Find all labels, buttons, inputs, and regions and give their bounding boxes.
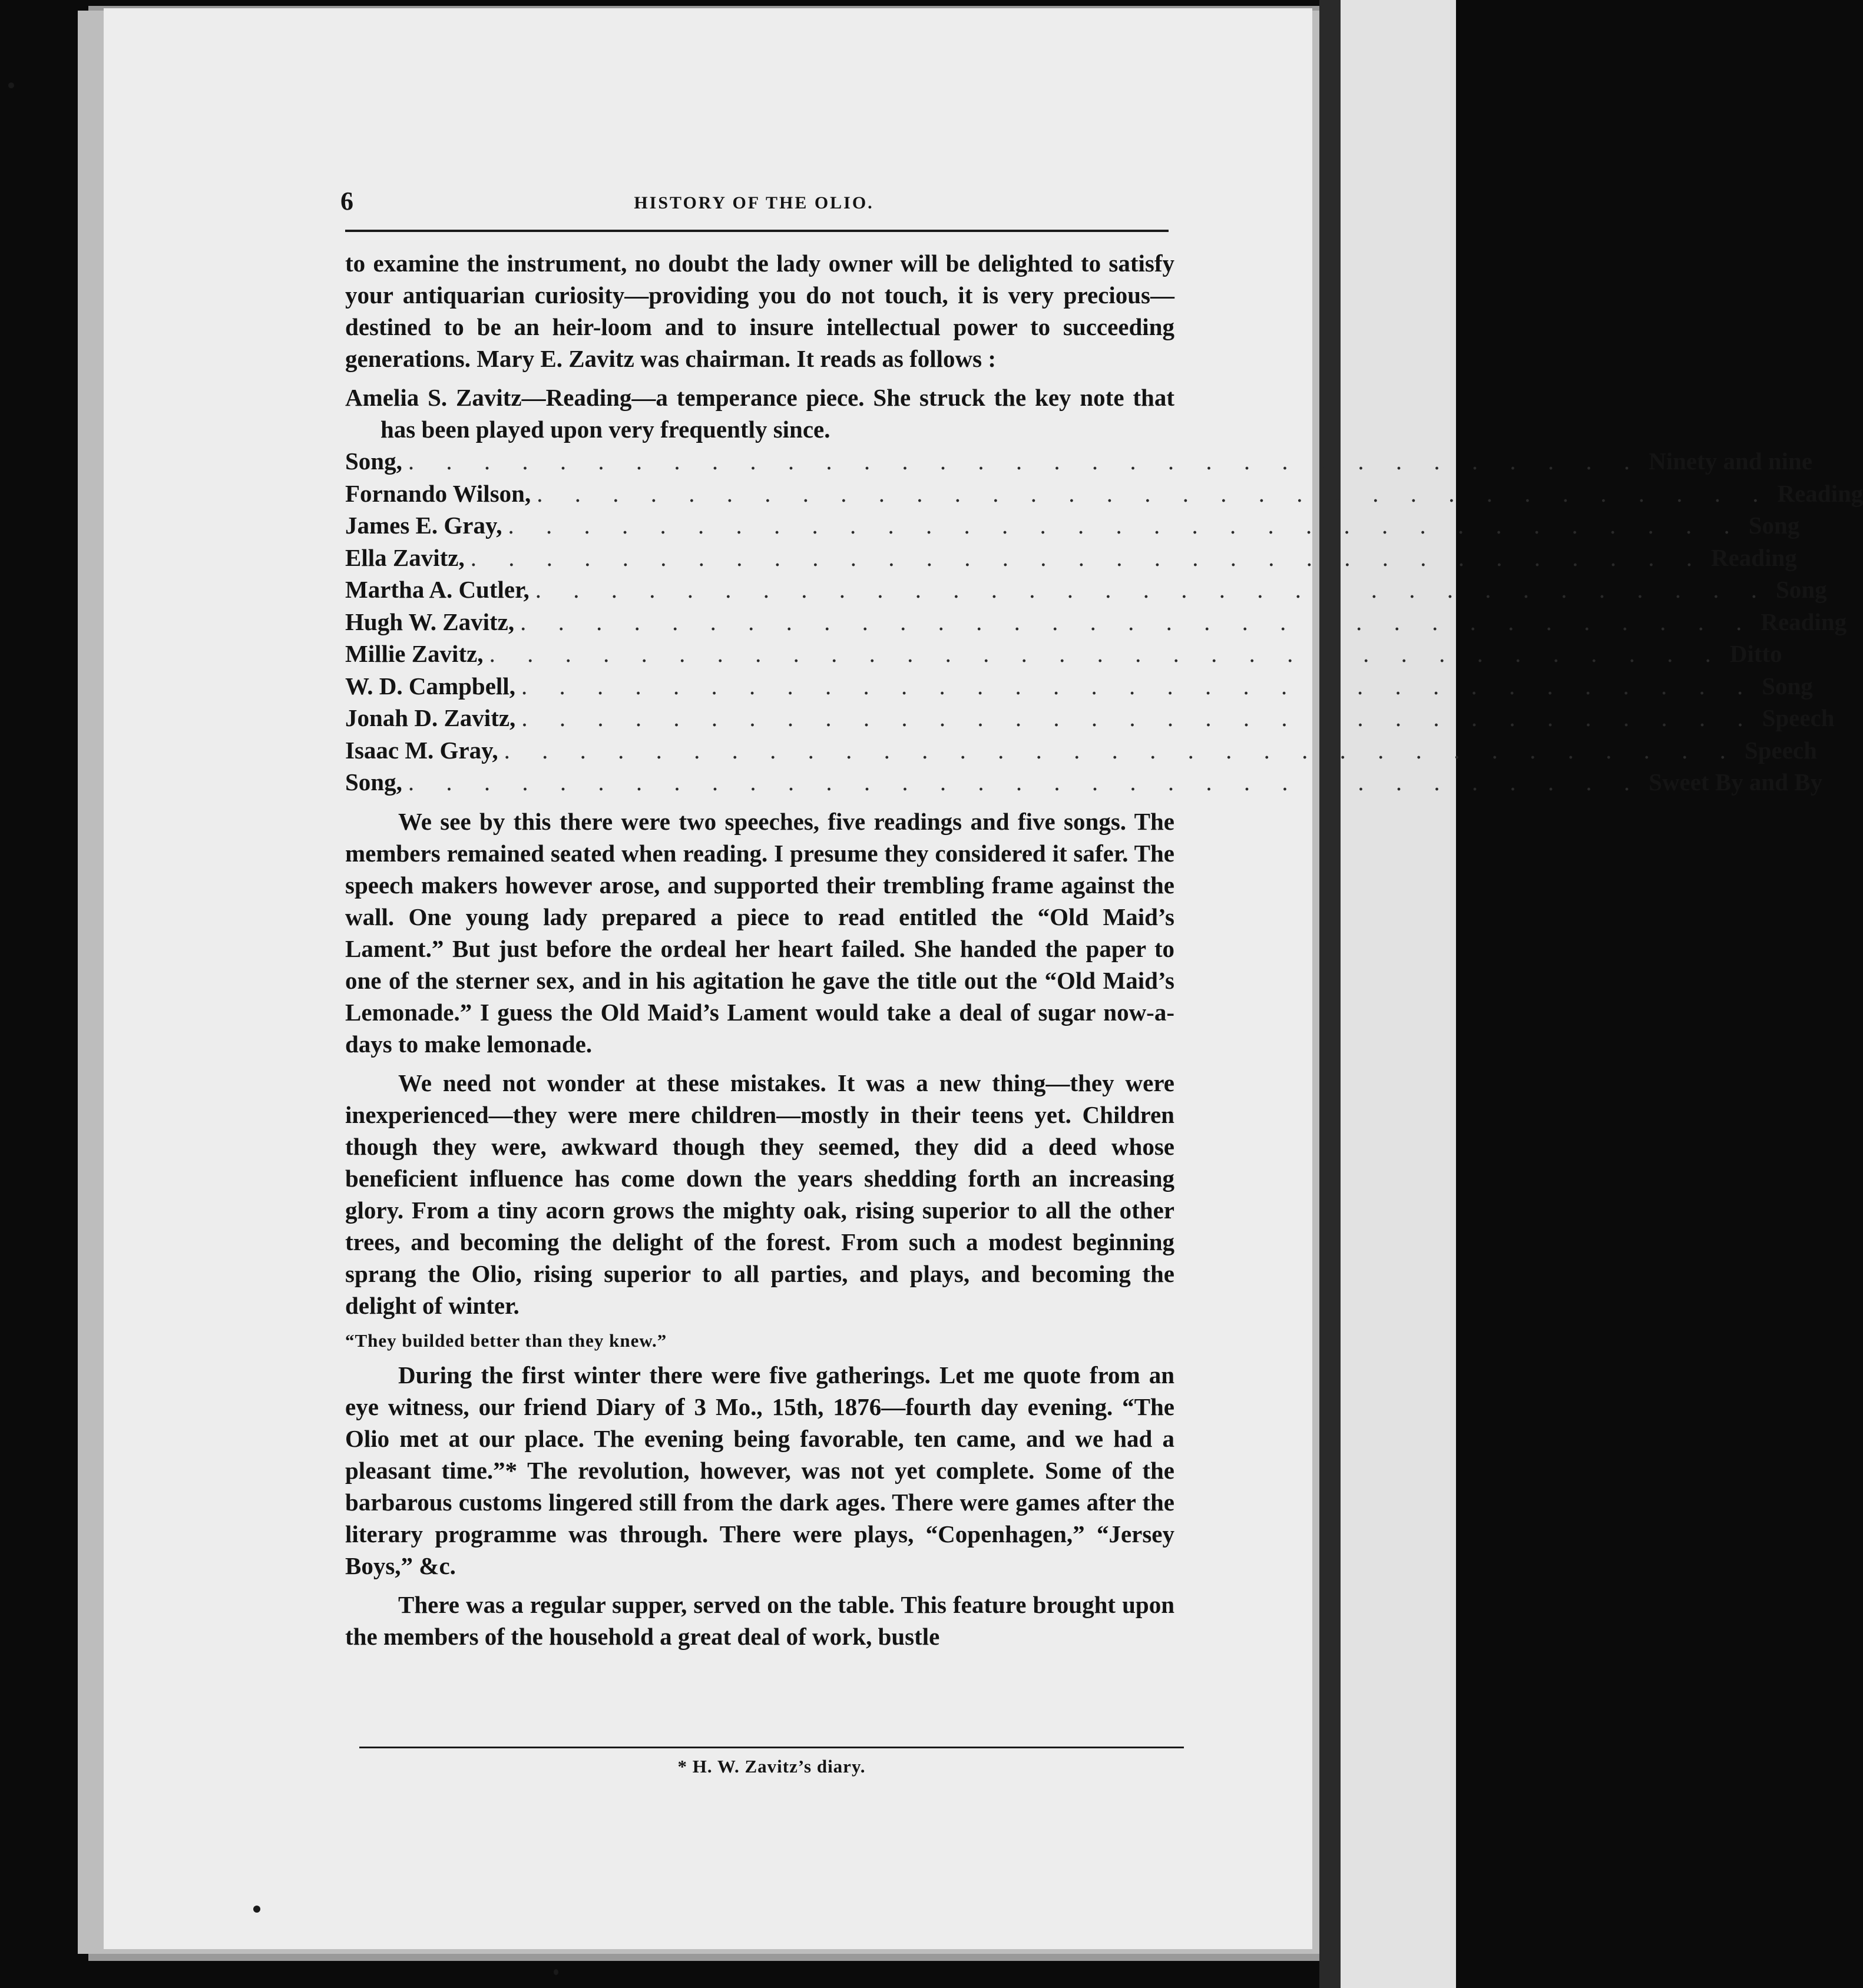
running-head: HISTORY OF THE OLIO. [634, 193, 874, 213]
body-paragraph: We see by this there were two speeches, five readings and five songs. The members remained seated when reading. I presume they considered it safer. The speech makers however arose, and supported their trembling frame against the wall. One young lady prepared a piece to read entitled the “Old Maid’s Lament.” But just before the ordeal her heart failed. She handed the paper to one of the sterner sex, and in his agitation he gave the title out the “Old Maid’s Lemonade.” I guess the Old Maid’s Lament would take a deal of sugar now-a-days to make lemonade. [345, 807, 1174, 1058]
programme-leader-dots: . . . . . . . . . . . . . . . . . . . . . . . . . . . . . . . . . [489, 640, 1724, 667]
programme-item: Song [1748, 512, 1800, 539]
programme-item: Ditto [1729, 640, 1782, 667]
programme-leader-dots: . . . . . . . . . . . . . . . . . . . . . . . . . . . . . . . . . [508, 512, 1743, 539]
programme-performer: W. D. Campbell, [345, 672, 515, 700]
programme-leader-dots: . . . . . . . . . . . . . . . . . . . . . . . . . . . . . . . . . [520, 608, 1755, 635]
programme-item: Song [1776, 576, 1827, 603]
programme-item: Reading [1710, 544, 1797, 571]
programme-performer: Hugh W. Zavitz, [345, 608, 515, 635]
footnote: * H. W. Zavitz’s diary. [677, 1756, 866, 1777]
body-paragraph: We need not wonder at these mistakes. It was a new thing—they were inexperienced—they were mere children—mostly in their teens yet. Children though they were, awkward though they seemed, they did a deed whose beneficient influence has come down the years shedding forth an increasing glory. From a tiny acorn grows the mighty oak, rising superior to all the other trees, and becoming the delight of the forest. From such a modest beginning sprang the Olio, rising superior to all parties, and plays, and becoming the delight of winter. [345, 1069, 1174, 1319]
programme-item: Reading [1761, 608, 1847, 635]
programme-row [345, 574, 1827, 606]
programme-row [345, 445, 1813, 478]
programme-leader-dots: . . . . . . . . . . . . . . . . . . . . . . . . . . . . . . . . . [537, 479, 1772, 507]
programme-performer: Jonah D. Zavitz, [345, 704, 516, 731]
programme-item: Ninety and nine [1649, 448, 1813, 475]
programme-performer: Song, [345, 768, 402, 796]
programme-item: Speech [1762, 704, 1835, 731]
programme-leader-dots: . . . . . . . . . . . . . . . . . . . . . . . . . . . . . . . . . [521, 704, 1756, 731]
programme-item: Sweet By and By [1649, 768, 1823, 796]
programme-row [345, 542, 1797, 574]
book-gutter [1319, 0, 1341, 1988]
programme-performer: Millie Zavitz, [345, 640, 484, 667]
footnote-rule [359, 1747, 1184, 1748]
programme-performer: James E. Gray, [345, 512, 502, 539]
programme-row [345, 606, 1847, 638]
programme-row [345, 638, 1782, 670]
facing-page-edge [1341, 0, 1456, 1988]
opening-paragraph: to examine the instrument, no doubt the lady owner will be delighted to satisfy your antiquarian curiosity—providing you do not touch, it is very precious—destined to be an heir-loom and to insure intellectual power to succeeding generations. Mary E. Zavitz was chairman. It reads as follows : [345, 250, 1174, 372]
programme-performer: Fornando Wilson, [345, 479, 531, 507]
page-header [340, 186, 1167, 227]
body-paragraph: During the first winter there were five gatherings. Let me quote from an eye witness, our friend Diary of 3 Mo., 15th, 1876—fourth day evening. “The Olio met at our place. The evening being favorable, ten came, and we had a pleasant time.”* The revolution, however, was not yet complete. Some of the barbarous customs lingered still from the dark ages. There were games after the literary programme was through. There were plays, “Copenhagen,” “Jersey Boys,” &c. [345, 1361, 1174, 1579]
programme-performer: Ella Zavitz, [345, 544, 465, 571]
programme-leader-dots: . . . . . . . . . . . . . . . . . . . . . . . . . . . . . . . . . [408, 768, 1643, 796]
programme-list [345, 445, 1863, 798]
programme-performer: Martha A. Cutler, [345, 576, 530, 603]
programme-first-entry: Amelia S. Zavitz—Reading—a temperance piece. She struck the key note that has been played upon very frequently since. [345, 384, 1174, 443]
programme-item: Reading [1777, 479, 1863, 507]
programme-leader-dots: . . . . . . . . . . . . . . . . . . . . . . . . . . . . . . . . . [504, 736, 1739, 764]
programme-leader-dots: . . . . . . . . . . . . . . . . . . . . . . . . . . . . . . . . . [535, 576, 1771, 603]
programme-row [345, 766, 1823, 798]
programme-performer: Song, [345, 448, 402, 475]
quote-line: “They builded better than they knew.” [345, 1330, 667, 1351]
programme-row [345, 702, 1835, 734]
body-paragraph: There was a regular supper, served on the table. This feature brought upon the members of the household a great deal of work, bustle [345, 1591, 1174, 1650]
programme-leader-dots: . . . . . . . . . . . . . . . . . . . . . . . . . . . . . . . . . [408, 448, 1643, 475]
programme-performer: Isaac M. Gray, [345, 736, 498, 764]
programme-leader-dots: . . . . . . . . . . . . . . . . . . . . . . . . . . . . . . . . . [521, 672, 1756, 700]
programme-leader-dots: . . . . . . . . . . . . . . . . . . . . . . . . . . . . . . . . . [470, 544, 1705, 571]
ink-speck [253, 1906, 260, 1913]
programme-row [345, 478, 1863, 510]
programme-item: Speech [1744, 736, 1817, 764]
programme-row [345, 509, 1800, 542]
page-number: 6 [340, 187, 353, 216]
header-rule [345, 230, 1169, 232]
programme-row [345, 734, 1817, 767]
programme-row [345, 670, 1813, 703]
ink-speck [8, 82, 14, 88]
ink-speck [554, 1969, 558, 1975]
page-body [345, 247, 1863, 1652]
programme-item: Song [1762, 672, 1813, 700]
